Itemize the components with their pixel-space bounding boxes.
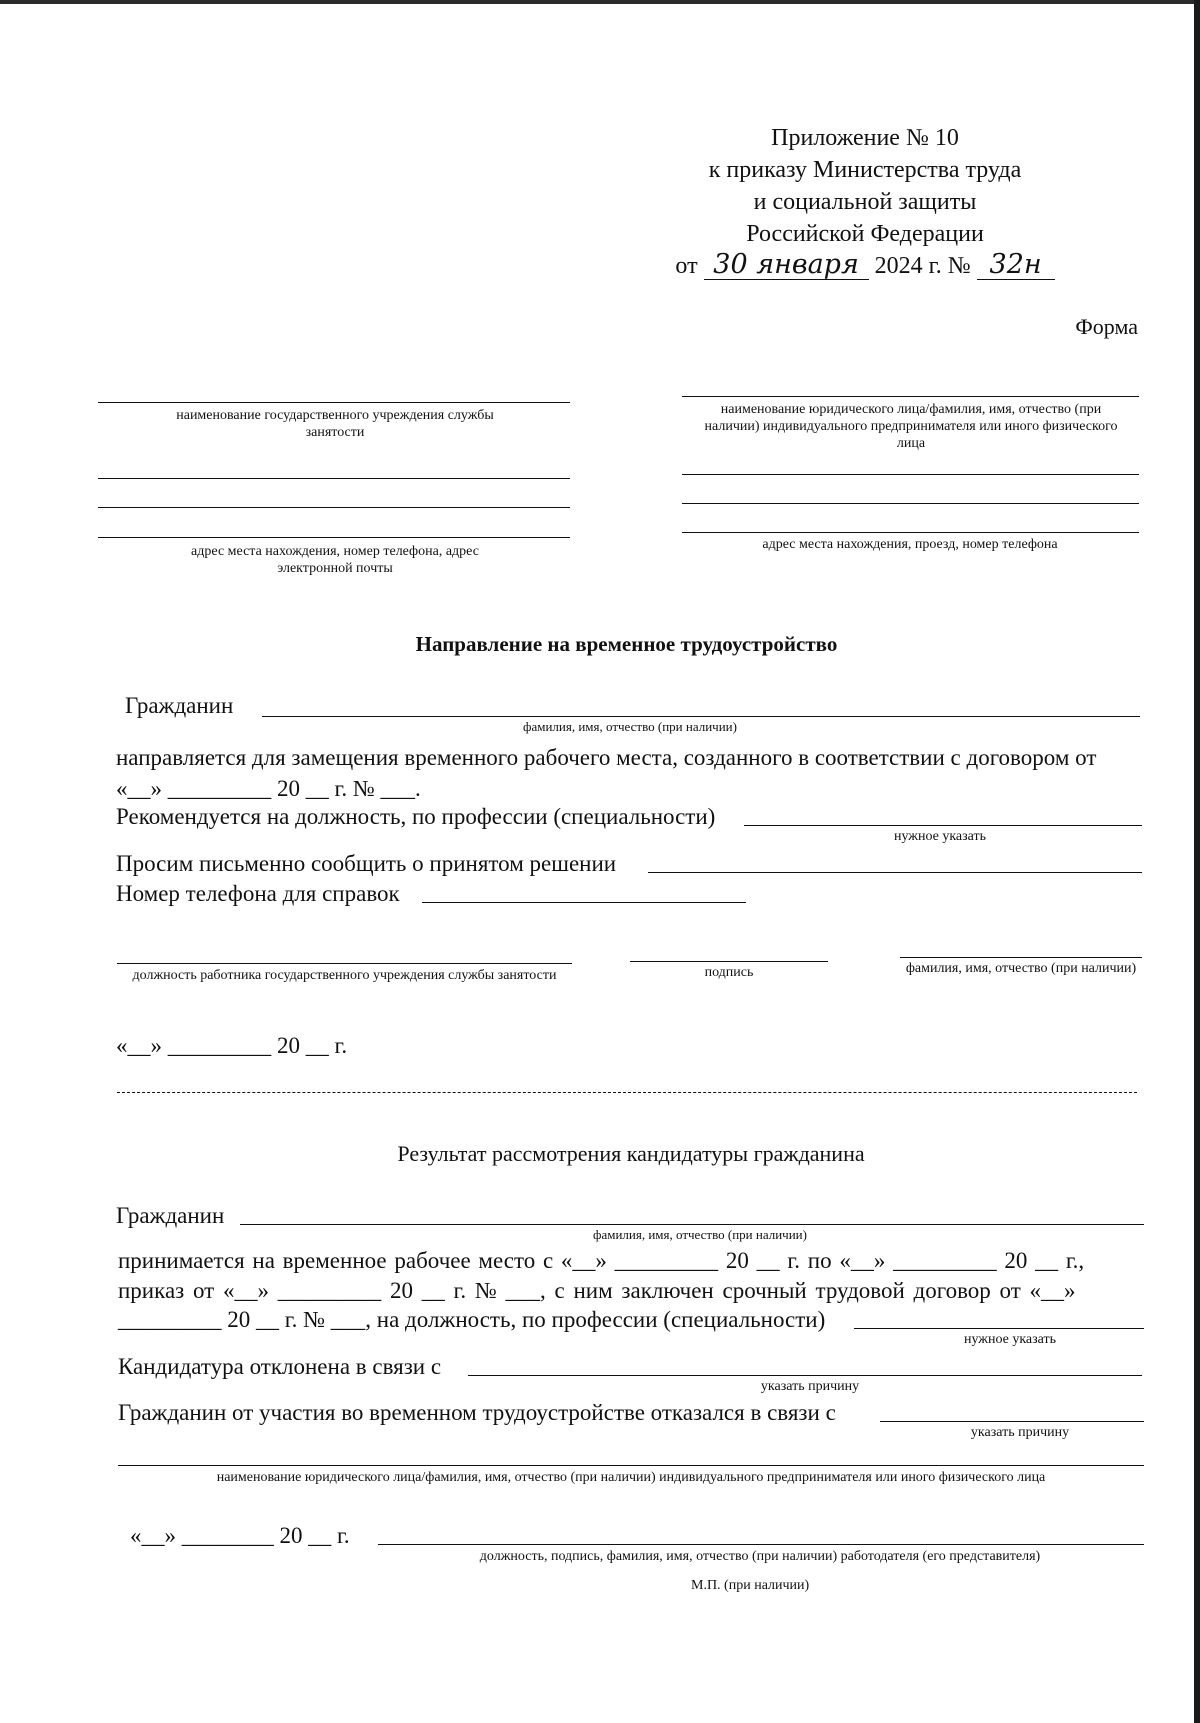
cut-line <box>117 1092 1137 1093</box>
order-date-line <box>650 250 1080 282</box>
rejected-reason-caption: указать причину <box>760 1379 860 1394</box>
result-citizen-name-line[interactable] <box>240 1224 1144 1225</box>
appendix-header <box>650 122 1080 282</box>
result-subtitle: Результат рассмотрения кандидатуры гражданина <box>397 1141 865 1166</box>
employment-service-name-line[interactable] <box>98 402 570 403</box>
employer-signature-caption: должность, подпись, фамилия, имя, отчество (при наличии) работодателя (его представителя) <box>479 1549 1041 1564</box>
scan-border-right <box>1194 0 1200 1723</box>
employer-full-name-caption: наименование юридического лица/фамилия, имя, отчество (при наличии) индивидуального предпринимателя или иного физического лица <box>216 1470 1046 1485</box>
handwritten-date: 30 января <box>704 251 869 280</box>
contract-date-text: «__» _________ 20 __ г. № ___. <box>116 776 421 801</box>
directed-text: направляется для замещения временного рабочего места, созданного в соответствии с договором от <box>116 745 1097 770</box>
stamp-place: М.П. (при наличии) <box>691 1578 810 1593</box>
phone-label: Номер телефона для справок <box>116 881 400 906</box>
please-inform-text: Просим письменно сообщить о принятом решении <box>116 851 617 876</box>
accepted-text-line-2: приказ от «__» _________ 20 __ г. № ___, с ним заключен срочный трудовой договор от «__» <box>118 1278 1076 1303</box>
official-position-line[interactable] <box>117 963 572 964</box>
refused-text: Гражданин от участия во временном трудоустройстве отказался в связи с <box>118 1400 836 1425</box>
accepted-position-line[interactable] <box>854 1328 1144 1329</box>
citizen-label: Гражданин <box>125 693 234 718</box>
phone-number-line[interactable] <box>422 902 746 903</box>
appendix-line-4: Российской Федерации <box>746 221 984 247</box>
refused-reason-line[interactable] <box>880 1421 1144 1422</box>
referral-date-line: «__» _________ 20 __ г. <box>116 1033 348 1058</box>
result-citizen-name-caption: фамилия, имя, отчество (при наличии) <box>593 1227 807 1242</box>
official-signature-caption: подпись <box>704 965 754 980</box>
employer-address-line-1[interactable] <box>682 474 1139 475</box>
official-fio-caption: фамилия, имя, отчество (при наличии) <box>905 961 1137 976</box>
appendix-line-1: Приложение № 10 <box>771 125 959 151</box>
citizen-name-line[interactable] <box>262 716 1140 717</box>
appendix-line-3: и социальной защиты <box>753 189 977 215</box>
employment-service-address-line-2[interactable] <box>98 507 570 508</box>
employment-service-address-line-1[interactable] <box>98 478 570 479</box>
employer-signature-line[interactable] <box>378 1544 1144 1545</box>
employer-name-caption: наименование юридического лица/фамилия, имя, отчество (при наличии) индивидуального предпринимателя или иного физического лица <box>704 402 1118 451</box>
accepted-text-line-1: принимается на временное рабочее место с «__» _________ 20 __ г. по «__» _________ 20 __ г., <box>118 1248 1085 1273</box>
recommended-text: Рекомендуется на должность, по профессии (специальности) <box>116 804 716 829</box>
accepted-text-line-3: _________ 20 __ г. № ___, на должность, по профессии (специальности) <box>118 1307 826 1332</box>
rejected-reason-line[interactable] <box>468 1375 1142 1376</box>
employer-address-line-3[interactable] <box>682 532 1139 533</box>
form-label: Форма <box>1075 314 1138 339</box>
employer-address-line-2[interactable] <box>682 503 1139 504</box>
refused-reason-caption: указать причину <box>970 1425 1070 1440</box>
employment-service-name-caption: наименование государственного учреждения службы занятости <box>176 408 494 440</box>
scan-border-top <box>0 0 1200 4</box>
handwritten-order-number: 32н <box>977 251 1055 280</box>
result-citizen-label: Гражданин <box>116 1203 225 1228</box>
rejected-text: Кандидатура отклонена в связи с <box>118 1354 442 1379</box>
official-fio-line[interactable] <box>900 957 1142 958</box>
citizen-name-caption: фамилия, имя, отчество (при наличии) <box>523 719 737 734</box>
year-number-label: 2024 г. № <box>874 253 971 279</box>
official-position-caption: должность работника государственного учреждения службы занятости <box>132 968 557 983</box>
document-title: Направление на временное трудоустройство <box>415 632 838 656</box>
appendix-line-2: к приказу Министерства труда <box>708 157 1022 183</box>
accepted-needed-caption: нужное указать <box>963 1332 1057 1347</box>
employment-service-address-caption: адрес места нахождения, номер телефона, адрес электронной почты <box>191 544 479 576</box>
decision-contact-line[interactable] <box>648 872 1142 873</box>
result-date-line: «__» ________ 20 __ г. <box>130 1523 350 1548</box>
employer-address-caption: адрес места нахождения, проезд, номер телефона <box>762 537 1058 552</box>
employer-full-name-line[interactable] <box>118 1465 1144 1466</box>
official-signature-line[interactable] <box>630 961 828 962</box>
from-label: от <box>675 253 698 279</box>
recommended-position-line[interactable] <box>744 825 1142 826</box>
recommended-needed-caption: нужное указать <box>893 829 987 844</box>
employment-service-address-line-3[interactable] <box>98 537 570 538</box>
employer-name-line[interactable] <box>682 396 1139 397</box>
